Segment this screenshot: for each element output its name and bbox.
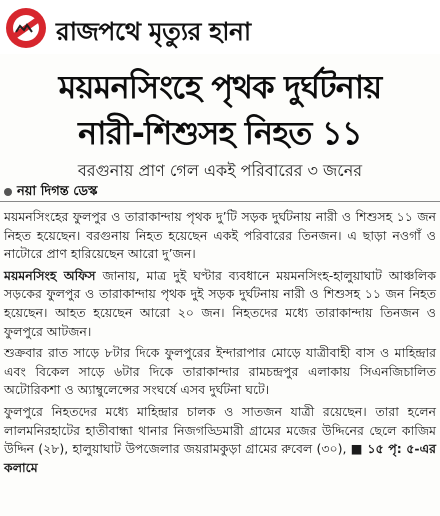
continuation-text: ১৫ পৃ: ৫-এর কলামে — [4, 441, 436, 475]
headline-line-2: নারী-শিশুসহ নিহত ১১ — [78, 114, 362, 152]
paragraph-2-dateline: ময়মনসিংহ অফিস — [4, 267, 96, 283]
paragraph-1: ময়মনসিংহের ফুলপুর ও তারাকান্দায় পৃথক দু’টি সড়ক দুর্ঘটনায় নারী ও শিশুসহ ১১ জন নিহত হয়েছেন। বরগুনায় নিহত হয়েছেন একই পরিবারের তিনজন। এ ছাড়া নওগাঁ ও নাটোরে প্রাণ হারিয়েছেন আরো দু’জন। — [4, 209, 436, 262]
kicker-band — [0, 0, 440, 54]
continuation-marker: ■ ১৫ পৃ: ৫-এর কলামে — [4, 441, 436, 475]
kicker-title: রাজপথে মৃত্যুর হানা — [56, 17, 251, 46]
headline-line-1: ময়মনসিংহে পৃথক দুর্ঘটনায় — [58, 68, 382, 106]
byline — [4, 182, 97, 203]
article-body — [4, 208, 436, 480]
red-circle-logo-icon — [4, 6, 48, 50]
byline-text: নয়া দিগন্ত ডেস্ক — [17, 184, 98, 199]
paragraph-2-text: জানায়, মাত্র দুই ঘণ্টার ব্যবধানে ময়মনসিংহ-হালুয়াঘাট আঞ্চলিক সড়কের ফুলপুর ও তারাকান্দায় পৃথক দুই সড়ক দুর্ঘটনায় নারী ও শিশুসহ ১১ জন নিহত হয়েছেন। আহত হয়েছেন আরো ২০ জন। নিহতদের মধ্যে তারাকান্দায় তিনজন ও ফুলপুরে আটজন। — [4, 267, 436, 339]
bullet-dot-icon — [4, 188, 12, 196]
paragraph-4-text: ফুলপুরে নিহতদের মধ্যে মাহিন্দ্রার চালক ও সাতজন যাত্রী রয়েছেন। তারা হলেন লালমনিরহাটের হাতীবান্ধা থানার নিজগড্ডিমারী গ্রামের মজের উদ্দিনের ছেলে কাজিম উদ্দিন (২৮), হালুয়াঘাট উপজেলার জয়রামকুড়া গ্রামের রুবেল (৩০), — [4, 403, 436, 457]
paragraph-4 — [4, 403, 436, 477]
divider-rule — [0, 201, 440, 202]
paragraph-3: শুক্রবার রাত সাড়ে ৮টার দিকে ফুলপুরের ইন্দারাপার মোড়ে যাত্রীবাহী বাস ও মাহিন্দ্রার এবং বিকেল সাড়ে ৬টার দিকে তারাকান্দার রামচন্দ্রপুর এলাকায় সিএনজিচালিত অটোরিকশা ও অ্যাম্বুলেন্সের সংঘর্ষে এসব দুর্ঘটনা ঘটে। — [4, 345, 436, 398]
subheadline: বরগুনায় প্রাণ গেল একই পরিবারের ৩ জনের — [77, 161, 363, 180]
paragraph-2 — [4, 267, 436, 341]
